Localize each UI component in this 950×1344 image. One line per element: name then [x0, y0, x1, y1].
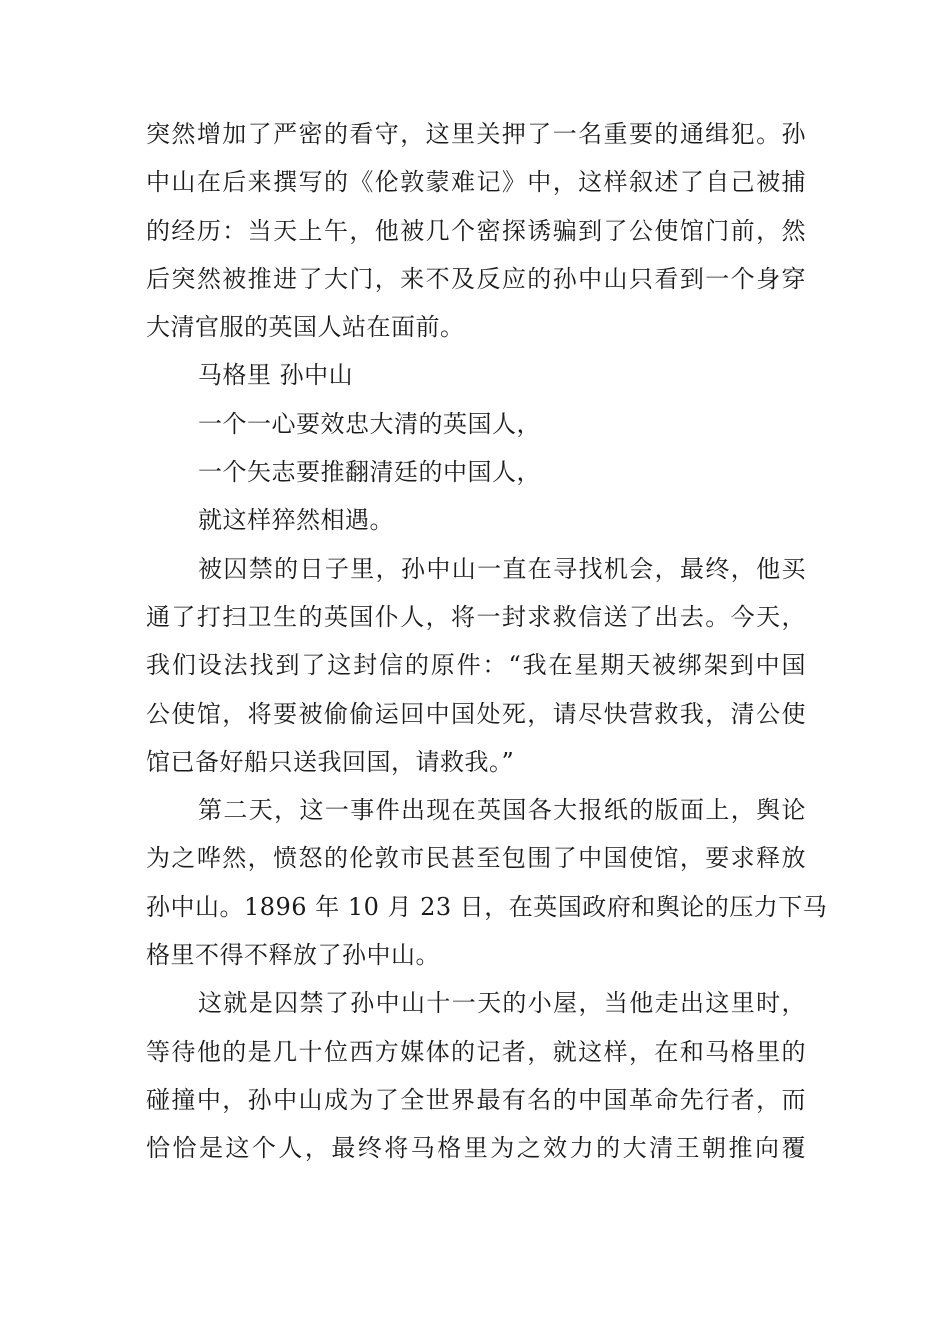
text-line: 这就是囚禁了孙中山十一天的小屋，当他走出这里时，: [198, 989, 806, 1018]
text-line: 马格里 孙中山: [198, 361, 354, 390]
text-line: 突然增加了严密的看守，这里关押了一名重要的通缉犯。孙: [146, 120, 806, 148]
text-line: 一个矢志要推翻清廷的中国人，: [198, 458, 541, 487]
text-line: 一个一心要效忠大清的英国人，: [198, 409, 541, 438]
text-line: 第二天，这一事件出现在英国各大报纸的版面上，舆论: [198, 796, 806, 825]
text-line: 格里不得不释放了孙中山。: [146, 941, 440, 970]
text-line: 通了打扫卫生的英国仆人，将一封求救信送了出去。今天，: [146, 602, 806, 631]
text-line: 碰撞中，孙中山成为了全世界最有名的中国革命先行者，而: [146, 1085, 806, 1114]
text-line: 的经历：当天上午，他被几个密探诱骗到了公使馆门前，然: [146, 216, 806, 245]
text-line: 中山在后来撰写的《伦敦蒙难记》中，这样叙述了自己被捕: [146, 168, 806, 197]
text-line: 就这样猝然相遇。: [198, 506, 394, 535]
text-line: 我们设法找到了这封信的原件：“我在星期天被绑架到中国: [146, 651, 806, 680]
text-line: 恰恰是这个人，最终将马格里为之效力的大清王朝推向覆: [146, 1134, 806, 1163]
text-line: 被囚禁的日子里，孙中山一直在寻找机会，最终，他买: [198, 554, 806, 583]
text-line: 后突然被推进了大门，来不及反应的孙中山只看到一个身穿: [146, 264, 806, 293]
text-line: 公使馆，将要被偷偷运回中国处死，请尽快营救我，清公使: [146, 699, 806, 728]
text-line: 馆已备好船只送我回国，请救我。”: [146, 747, 515, 776]
text-line: 孙中山。1896 年 10 月 23 日，在英国政府和舆论的压力下马: [146, 892, 828, 921]
text-line: 等待他的是几十位西方媒体的记者，就这样，在和马格里的: [146, 1037, 806, 1066]
text-line: 为之哗然，愤怒的伦敦市民甚至包围了中国使馆，要求释放: [146, 844, 806, 873]
text-line: 大清官服的英国人站在面前。: [146, 313, 465, 342]
article-body: [146, 110, 828, 1173]
